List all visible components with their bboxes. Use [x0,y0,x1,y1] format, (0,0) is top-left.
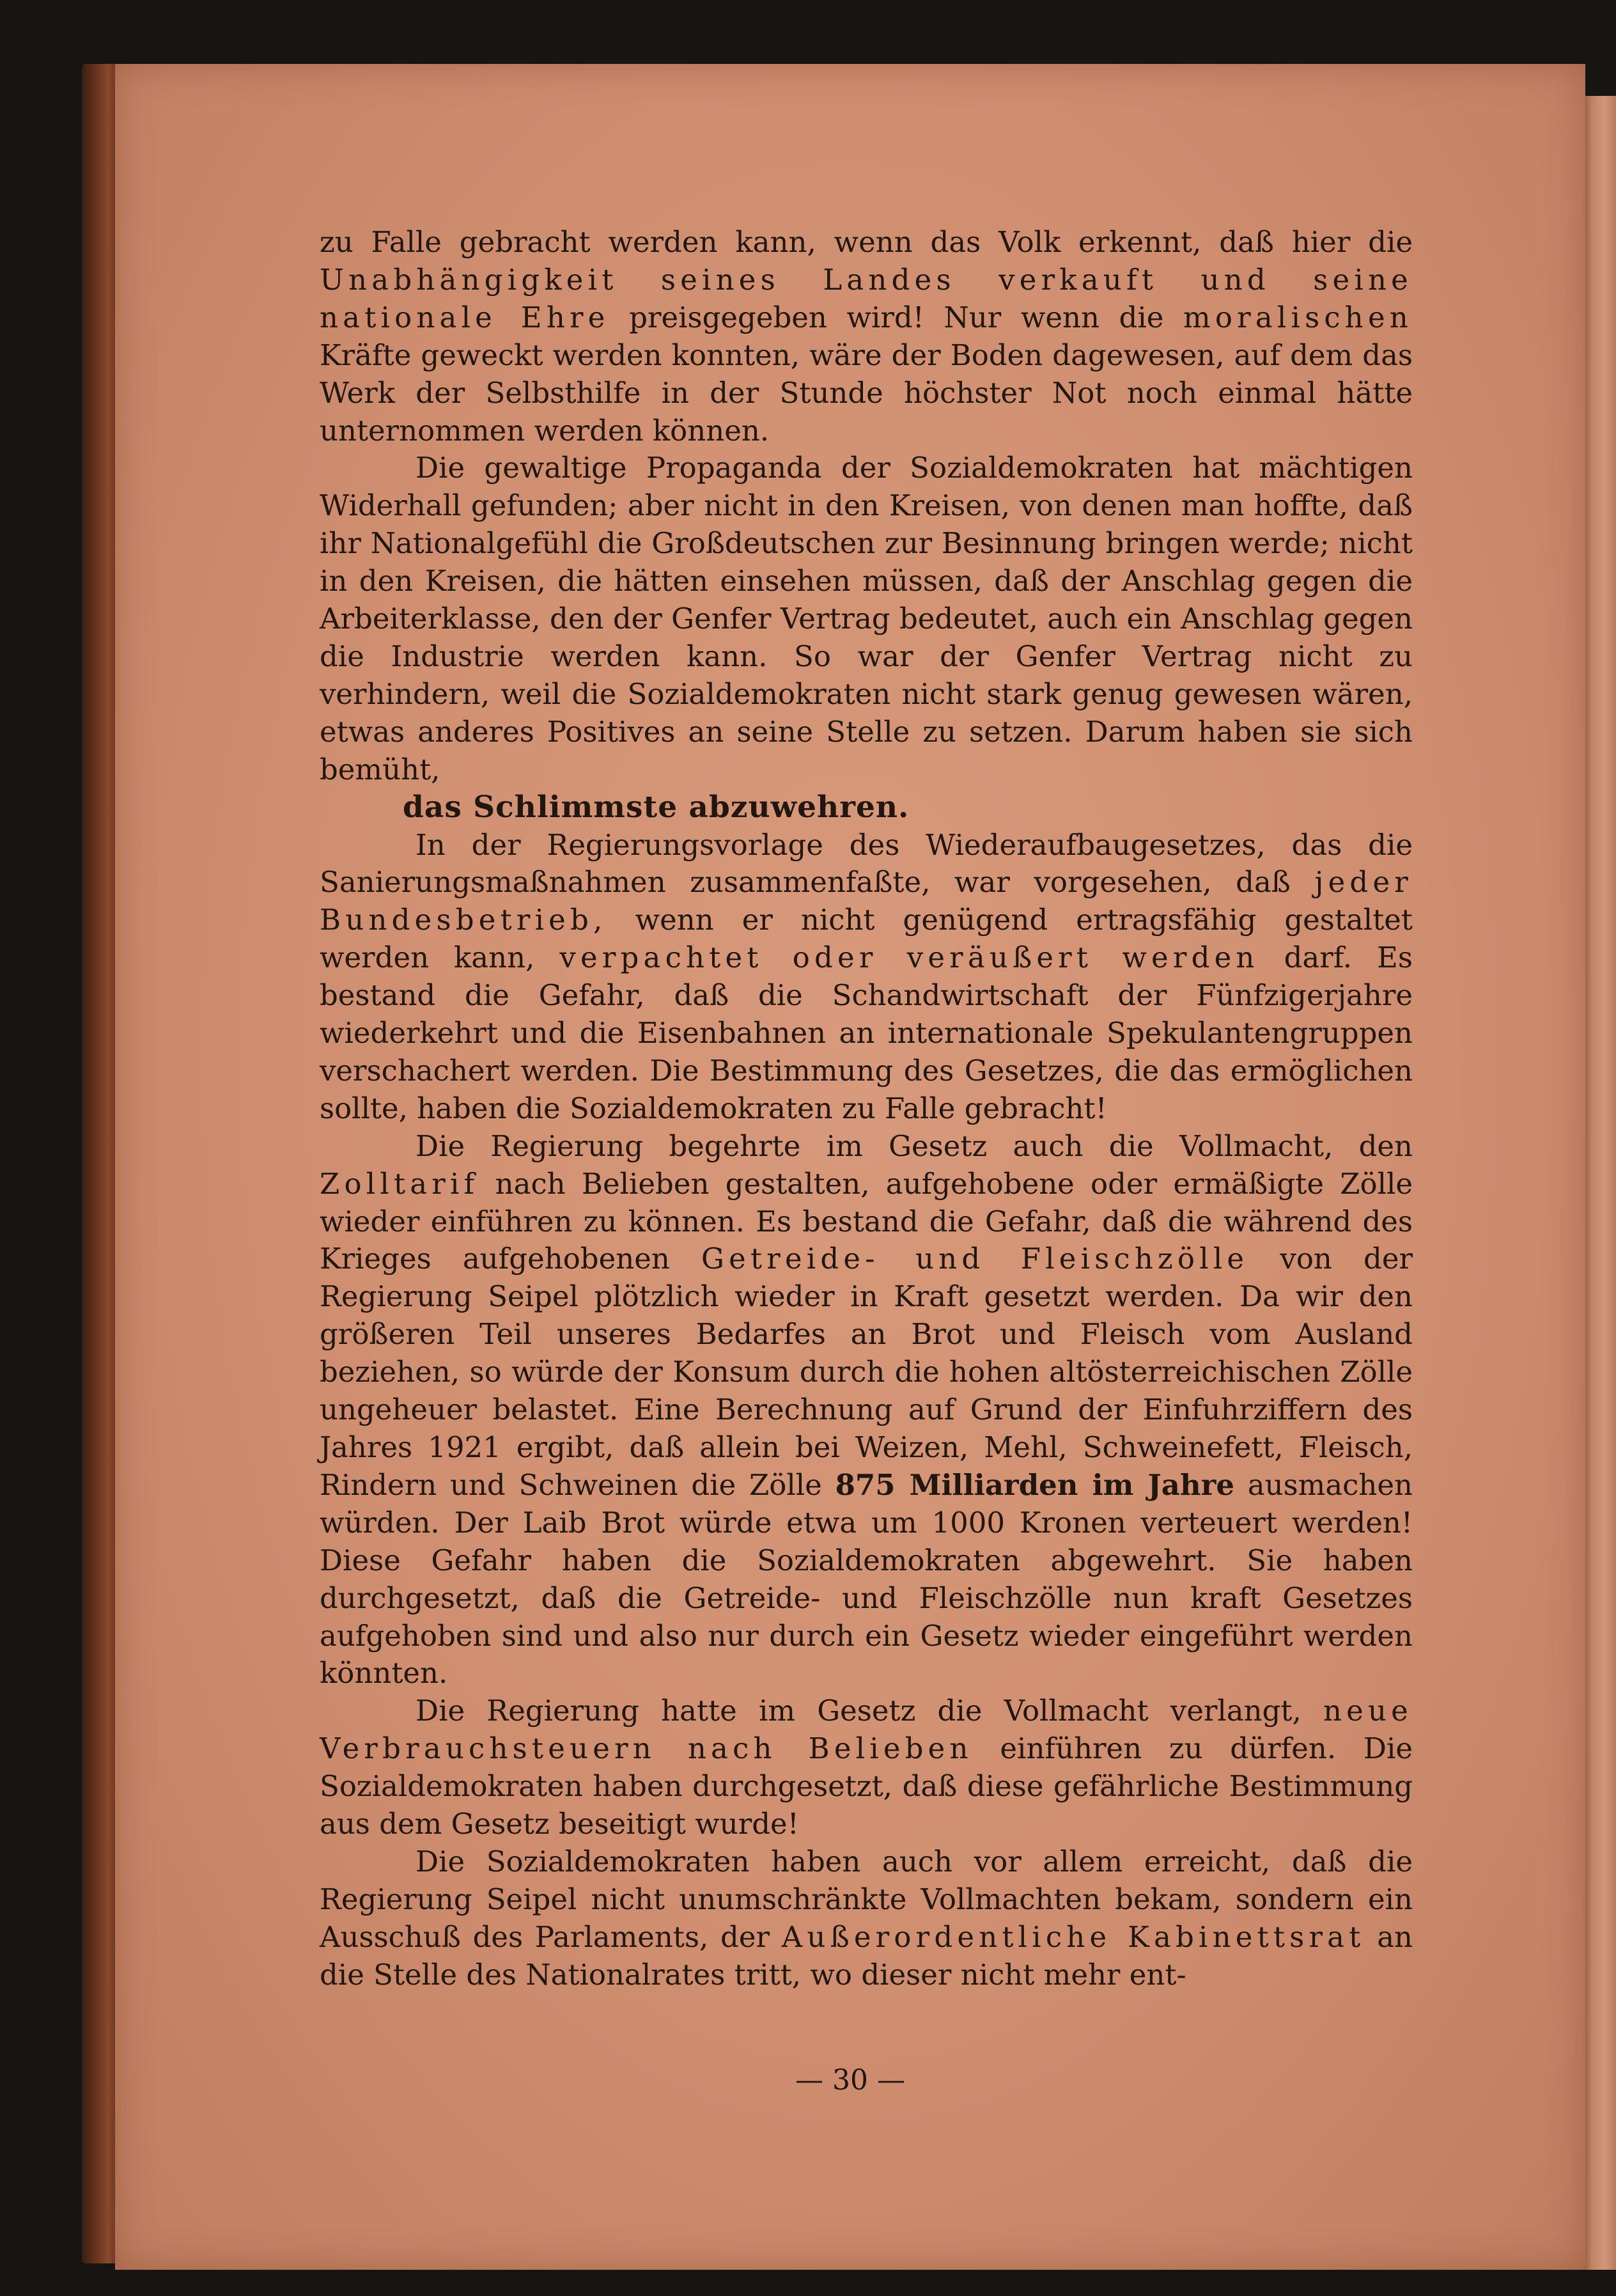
paragraph: Die Regierung begehrte im Gesetz auch die Vollmacht, den Zolltarif nach Belieben gestalten, aufgehobene oder ermäßigte Zölle wieder einführen zu können. Es bestand die Gefahr, daß die während des Krieges aufgehobenen Getreide- und Fleischzölle von der Regierung Seipel plötzlich wieder in Kraft gesetzt werden. Da wir den größeren Teil unseres Bedarfes an Brot und Fleisch vom Ausland beziehen, so würde der Konsum durch die hohen altösterreichischen Zölle ungeheuer belastet. Eine Berechnung auf Grund der Einfuhrziffern des Jahres 1921 ergibt, daß allein bei Weizen, Mehl, Schweinefett, Fleisch, Rindern und Schweinen die Zölle 875 Milliarden im Jahre ausmachen würden. Der Laib Brot würde etwa um 1000 Kronen verteuert werden! Diese Gefahr haben die Sozialdemokraten abgewehrt. Sie haben durchgesetzt, daß die Getreide- und Fleischzölle nun kraft Gesetzes aufgehoben sind und also nur durch ein Gesetz wieder eingeführt werden könnten. [320,1128,1413,1691]
spaced-emphasis: neue Verbrauchsteuern nach Belieben [320,1694,1413,1766]
spaced-emphasis: Außerordentliche Kabinettsrat [781,1919,1365,1954]
paragraph: Die gewaltige Propaganda der Sozialdemokraten hat mächtigen Widerhall gefunden; aber nicht in den Kreisen, von denen man hoffte, daß ihr Nationalgefühl die Großdeutschen zur Besinnung bringen werde; nicht in den Kreisen, die hätten einsehen müssen, daß der Anschlag gegen die Arbeiterklasse, den der Genfer Vertrag bedeutet, auch ein Anschlag gegen die Industrie werden kann. So war der Genfer Vertrag nicht zu verhindern, weil die Sozialdemokraten nicht stark genug gewesen wären, etwas anderes Positives an seine Stelle zu setzen. Darum haben sie sich bemüht, [320,451,1413,786]
spaced-emphasis: jeder Bundesbetrieb, [320,865,1413,937]
bold-emphasis: 875 Milliarden im Jahre [835,1467,1234,1502]
paragraph: Die Sozialdemokraten haben auch vor allem erreicht, daß die Regierung Seipel nicht unumschränkte Vollmachten bekam, sondern ein Ausschuß des Parlaments, der Außerordentliche Kabinettsrat an die Stelle des Nationalrates tritt, wo dieser nicht mehr ent- [320,1844,1413,1992]
spaced-emphasis: moralischen [1183,300,1413,334]
paragraph: In der Regierungsvorlage des Wiederaufbaugesetzes, das die Sanierungsmaßnahmen zusammenfaßte, war vorgesehen, daß jeder Bundesbetrieb, wenn er nicht genügend ertragsfähig gestaltet werden kann, verpachtet oder veräußert werden darf. Es bestand die Gefahr, daß die Schandwirtschaft der Fünfzigerjahre wiederkehrt und die Eisenbahnen an internationale Spekulantengruppen verschachert werden. Die Bestimmung des Gesetzes, die das ermöglichen sollte, haben die Sozialdemokraten zu Falle gebracht! [320,827,1413,1125]
book-spine [82,64,120,2263]
spaced-emphasis: Zolltarif [320,1166,479,1201]
paragraph: zu Falle gebracht werden kann, wenn das Volk erkennt, daß hier die Unabhängigkeit seines Landes verkauft und seine nationale Ehre preisgegeben wird! Nur wenn die moralischen Kräfte geweckt werden konnten, wäre der Boden dagewesen, auf dem das Werk der Selbsthilfe in der Stunde höchster Not noch einmal hätte unternommen werden können. [320,225,1413,448]
section-heading: das Schlimmste abzuwehren. [403,789,910,825]
paragraph: Die Regierung hatte im Gesetz die Vollmacht verlangt, neue Verbrauchsteuern nach Belieben einführen zu dürfen. Die Sozialdemokraten haben durchgesetzt, daß diese gefährliche Bestimmung aus dem Gesetz beseitigt wurde! [320,1694,1413,1841]
spaced-emphasis: Unabhängigkeit seines Landes verkauft und seine nationale Ehre [320,262,1413,334]
spaced-emphasis: Getreide- und Fleischzölle [701,1242,1249,1276]
page-number: — 30 — [795,2064,905,2097]
page-body [320,224,1413,1994]
spaced-emphasis: verpachtet oder veräußert werden [559,941,1259,975]
